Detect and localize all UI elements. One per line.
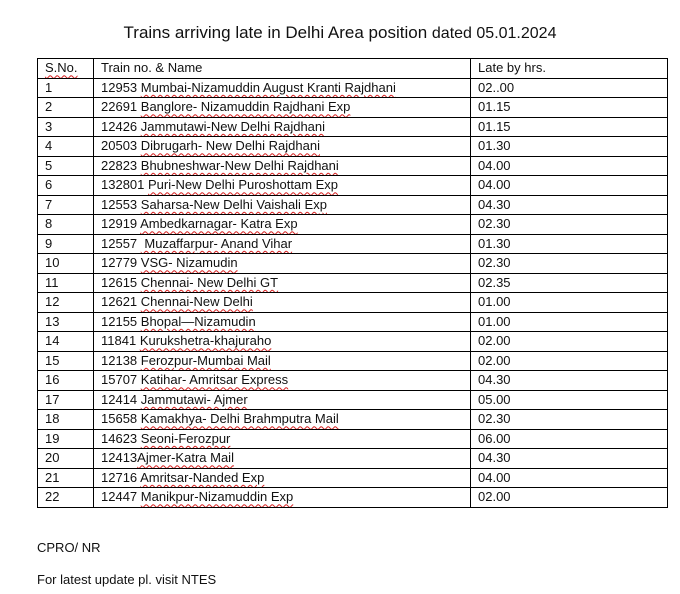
cell-sno: 4 xyxy=(38,137,94,157)
signature: CPRO/ NR xyxy=(37,540,101,555)
cell-train xyxy=(94,488,471,508)
cell-late: 01.15 xyxy=(471,98,668,118)
train-name: Chennai-New Delhi xyxy=(140,294,253,310)
table-row xyxy=(38,176,668,196)
train-number: 12138 xyxy=(101,352,138,368)
train-name: Jammutawi- Ajmer xyxy=(140,391,248,407)
train-number: 14623 xyxy=(101,430,138,446)
cell-train xyxy=(94,234,471,254)
table-row xyxy=(38,468,668,488)
train-number: 12953 xyxy=(101,79,138,95)
table-row xyxy=(38,137,668,157)
cell-late: 06.00 xyxy=(471,429,668,449)
train-name: Dibrugarh- New Delhi Rajdhani xyxy=(140,138,320,154)
train-name: Kamakhya- Delhi Brahmputra Mail xyxy=(140,411,339,427)
train-name: Kurukshetra-khajuraho xyxy=(139,333,272,349)
cell-late: 04.30 xyxy=(471,371,668,391)
table-row xyxy=(38,215,668,235)
table-row xyxy=(38,293,668,313)
train-number: 12413 xyxy=(101,450,138,466)
table-row xyxy=(38,332,668,352)
train-name: Ajmer-Katra Mail xyxy=(137,450,234,466)
cell-sno: 22 xyxy=(38,488,94,508)
cell-sno: 1 xyxy=(38,78,94,98)
table-row xyxy=(38,234,668,254)
cell-late: 02.00 xyxy=(471,488,668,508)
late-trains-table xyxy=(37,58,668,508)
cell-sno: 12 xyxy=(38,293,94,313)
cell-sno: 14 xyxy=(38,332,94,352)
cell-sno: 20 xyxy=(38,449,94,469)
train-number: 22691 xyxy=(101,99,138,115)
train-number: 15707 xyxy=(101,372,138,388)
cell-sno: 5 xyxy=(38,156,94,176)
table-row xyxy=(38,312,668,332)
train-name: Chennai- New Delhi GT xyxy=(140,274,279,290)
cell-late: 04.00 xyxy=(471,156,668,176)
train-number: 11841 xyxy=(101,333,137,349)
train-name: Amritsar-Nanded Exp xyxy=(140,469,265,485)
cell-train xyxy=(94,254,471,274)
cell-train xyxy=(94,78,471,98)
train-number: 12919 xyxy=(101,216,138,232)
cell-late: 02.00 xyxy=(471,332,668,352)
table-row xyxy=(38,488,668,508)
cell-train xyxy=(94,332,471,352)
table-row xyxy=(38,98,668,118)
cell-train xyxy=(94,195,471,215)
train-name: Ambedkarnagar- Katra Exp xyxy=(140,216,298,232)
train-name: Banglore- Nizamuddin Rajdhani Exp xyxy=(140,99,351,115)
train-name: Muzaffarpur- Anand Vihar xyxy=(140,235,293,251)
cell-late: 02.35 xyxy=(471,273,668,293)
cell-sno: 17 xyxy=(38,390,94,410)
table-body xyxy=(38,78,668,507)
cell-sno: 3 xyxy=(38,117,94,137)
header-train: Train no. & Name xyxy=(94,59,471,79)
cell-sno: 19 xyxy=(38,429,94,449)
table-row xyxy=(38,78,668,98)
header-late: Late by hrs. xyxy=(471,59,668,79)
train-number: 12621 xyxy=(101,294,138,310)
table-row xyxy=(38,429,668,449)
cell-late: 02.00 xyxy=(471,351,668,371)
cell-train xyxy=(94,390,471,410)
cell-late: 02.30 xyxy=(471,215,668,235)
train-name: Jammutawi-New Delhi Rajdhani xyxy=(140,118,326,134)
train-number: 12426 xyxy=(101,118,138,134)
title-date: dated 05.01.2024 xyxy=(431,25,557,42)
train-name: Ferozpur-Mumbai Mail xyxy=(140,352,271,368)
cell-late: 04.30 xyxy=(471,195,668,215)
cell-sno: 15 xyxy=(38,351,94,371)
document-title xyxy=(0,22,680,45)
header-sno: S.No. xyxy=(38,59,94,79)
cell-late: 05.00 xyxy=(471,390,668,410)
cell-train xyxy=(94,156,471,176)
cell-late: 01.30 xyxy=(471,234,668,254)
cell-train xyxy=(94,449,471,469)
title-main: Trains arriving late in Delhi Area position xyxy=(123,23,428,42)
cell-late: 02.30 xyxy=(471,254,668,274)
table-row xyxy=(38,273,668,293)
table-row xyxy=(38,390,668,410)
train-number: 12447 xyxy=(101,489,138,505)
table-row xyxy=(38,156,668,176)
cell-late: 04.00 xyxy=(471,176,668,196)
cell-train xyxy=(94,215,471,235)
cell-sno: 13 xyxy=(38,312,94,332)
cell-sno: 7 xyxy=(38,195,94,215)
train-name: Manikpur-Nizamuddin Exp xyxy=(140,489,294,505)
cell-train xyxy=(94,117,471,137)
cell-sno: 10 xyxy=(38,254,94,274)
train-number: 132801 xyxy=(101,177,145,193)
train-number: 20503 xyxy=(101,138,138,154)
cell-train xyxy=(94,410,471,430)
train-name: Mumbai-Nizamuddin August Kranti Rajdhani xyxy=(140,79,396,95)
cell-train xyxy=(94,429,471,449)
cell-late: 04.30 xyxy=(471,449,668,469)
table-row xyxy=(38,410,668,430)
cell-sno: 8 xyxy=(38,215,94,235)
table-row xyxy=(38,371,668,391)
train-number: 12155 xyxy=(101,313,138,329)
cell-train xyxy=(94,312,471,332)
train-number: 12557 xyxy=(101,235,138,251)
train-number: 12553 xyxy=(101,196,138,212)
train-name: Seoni-Ferozpur xyxy=(140,430,231,446)
cell-late: 01.00 xyxy=(471,293,668,313)
cell-train xyxy=(94,273,471,293)
train-number: 12716 xyxy=(101,469,138,485)
train-number: 12779 xyxy=(101,255,138,271)
table-row xyxy=(38,351,668,371)
cell-train xyxy=(94,137,471,157)
train-name: Saharsa-New Delhi Vaishali Exp xyxy=(140,196,327,212)
train-name: Bhubneshwar-New Delhi Rajdhani xyxy=(140,157,339,173)
cell-late: 01.00 xyxy=(471,312,668,332)
table-header-row xyxy=(38,59,668,79)
train-number: 12414 xyxy=(101,391,138,407)
update-note: For latest update pl. visit NTES xyxy=(37,572,217,587)
cell-late: 02.30 xyxy=(471,410,668,430)
train-number: 15658 xyxy=(101,411,138,427)
cell-train xyxy=(94,351,471,371)
train-name: Puri-New Delhi Puroshottam Exp xyxy=(148,177,339,193)
train-name: Bhopal—Nizamudin xyxy=(140,313,256,329)
cell-sno: 16 xyxy=(38,371,94,391)
cell-train xyxy=(94,468,471,488)
table-row xyxy=(38,117,668,137)
cell-sno: 18 xyxy=(38,410,94,430)
cell-sno: 11 xyxy=(38,273,94,293)
cell-late: 02..00 xyxy=(471,78,668,98)
cell-sno: 6 xyxy=(38,176,94,196)
train-name: Katihar- Amritsar Express xyxy=(140,372,289,388)
cell-sno: 21 xyxy=(38,468,94,488)
table-row xyxy=(38,195,668,215)
cell-train xyxy=(94,176,471,196)
cell-train xyxy=(94,98,471,118)
cell-sno: 2 xyxy=(38,98,94,118)
cell-late: 01.15 xyxy=(471,117,668,137)
table-row xyxy=(38,449,668,469)
cell-sno: 9 xyxy=(38,234,94,254)
cell-late: 04.00 xyxy=(471,468,668,488)
cell-train xyxy=(94,293,471,313)
train-number: 22823 xyxy=(101,157,138,173)
table-row xyxy=(38,254,668,274)
train-name: VSG- Nizamudin xyxy=(140,255,238,271)
train-number: 12615 xyxy=(101,274,138,290)
cell-late: 01.30 xyxy=(471,137,668,157)
cell-train xyxy=(94,371,471,391)
